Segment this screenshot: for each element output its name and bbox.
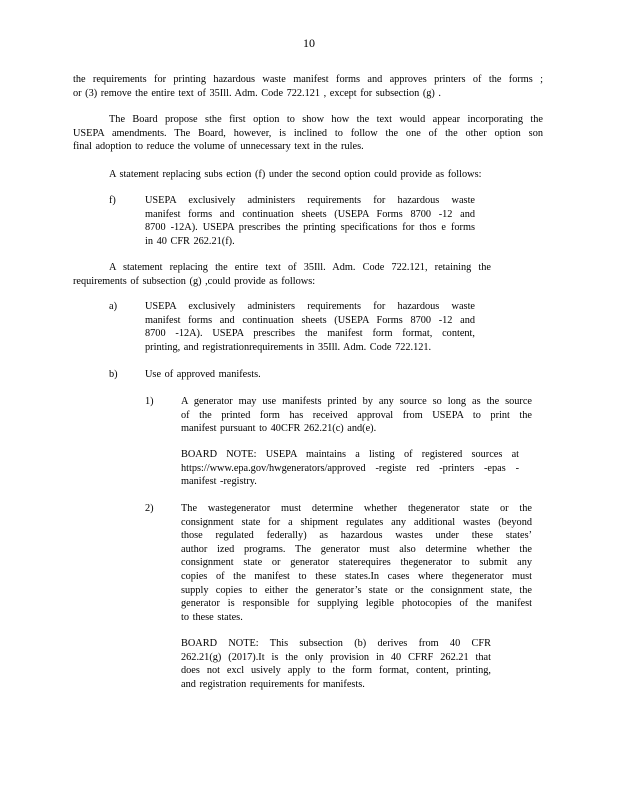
text-line: A statement replacing the entire text of 35Ill. Adm. Code 722.121, retaining the (109, 262, 491, 273)
board-note-b1 (181, 448, 519, 489)
text-line: to these states. (181, 611, 243, 623)
text-line: generator is responsible for supplying legible photocopies of the manifest (181, 598, 532, 610)
text-line: consignment state for a shipment regulates any additional wastes (beyond (181, 516, 532, 528)
text-line: those regulated federally) as hazardous wastes under these states’ (181, 530, 532, 542)
item-a-text (145, 300, 475, 354)
text-line: author ized programs. The generator must also determine whether the (181, 543, 532, 555)
item-b1-text (181, 395, 532, 436)
text-line: manifest forms and continuation sheets (USEPA Forms 8700 -12 and (145, 208, 475, 220)
item-label-f: f) (109, 195, 116, 206)
item-f-text (145, 194, 475, 248)
text-line: of the printed form has received approval from USEPA to print the (181, 409, 532, 421)
text-line: printing, and registrationrequirements in 35Ill. Adm. Code 722.121. (145, 341, 432, 353)
text-line: USEPA exclusively administers requirements for hazardous waste (145, 301, 475, 312)
text-line: USEPA amendments. The Board, however, is inclined to follow the one of the other option son (73, 127, 543, 139)
text-line: or (3) remove the entire text of 35Ill. Adm. Code 722.121 , except for subsection (g) . (73, 87, 442, 99)
text-line: The Board propose sthe first option to show how the text would appear incorporating the (109, 114, 543, 125)
text-line: the requirements for printing hazardous waste manifest forms and approves printers of the forms ; (73, 74, 543, 85)
text-line: The wastegenerator must determine whether thegenerator state or the (181, 503, 532, 514)
text-line: manifest forms and continuation sheets (USEPA Forms 8700 -12 and (145, 314, 475, 326)
text-line: and registration requirements for manifests. (181, 678, 365, 690)
text-line: A statement replacing subs ection (f) under the second option could provide as follows: (109, 169, 482, 180)
text-line: final adoption to reduce the volume of unnecessary text in the rules. (73, 141, 364, 153)
item-label-b2: 2) (145, 503, 154, 514)
page-number: 10 (303, 36, 315, 50)
text-line: does not excl usively apply to the form format, content, printing, (181, 665, 491, 677)
item-label-b1: 1) (145, 396, 154, 407)
text-line: manifest -registry. (181, 476, 257, 488)
text-line: Use of approved manifests. (145, 369, 261, 380)
text-line: requirements of subsection (g) ,could provide as follows: (73, 275, 316, 287)
text-line: 8700 -12A). USEPA prescribes the printing specifications for thos e forms (145, 222, 475, 234)
text-line: A generator may use manifests printed by any source so long as the source (181, 396, 532, 407)
text-line: in 40 CFR 262.21(f). (145, 235, 235, 247)
text-line: copies of the manifest to these states.In cases where thegenerator must (181, 570, 532, 582)
intro-paragraph (73, 73, 543, 100)
text-line: USEPA exclusively administers requirements for hazardous waste (145, 195, 475, 206)
item-label-a: a) (109, 301, 117, 312)
text-line: 8700 -12A). USEPA prescribes the manifest form format, content, (145, 328, 475, 340)
item-b2-text (181, 502, 532, 624)
item-label-b: b) (109, 369, 118, 380)
text-line: BOARD NOTE: USEPA maintains a listing of registered sources at (181, 449, 519, 460)
text-line: BOARD NOTE: This subsection (b) derives from 40 CFR (181, 638, 491, 649)
proposal-paragraph (73, 113, 543, 154)
board-note-b2 (181, 637, 491, 691)
text-line: consignment state or generator staterequires thegenerator to submit any (181, 557, 532, 569)
item-b-text (145, 368, 475, 382)
text-line: supply copies to either the generator’s state or the consignment state, the (181, 584, 532, 596)
text-line: manifest pursuant to 40CFR 262.21(c) and(e). (181, 423, 377, 435)
option3-intro (73, 261, 491, 288)
text-line: https://www.epa.gov/hwgenerators/approved -registe red -printers -epas - (181, 462, 519, 474)
text-line: 262.21(g) (2017).It is the only provision in 40 CFRF 262.21 that (181, 651, 491, 663)
option2-intro (109, 168, 543, 182)
